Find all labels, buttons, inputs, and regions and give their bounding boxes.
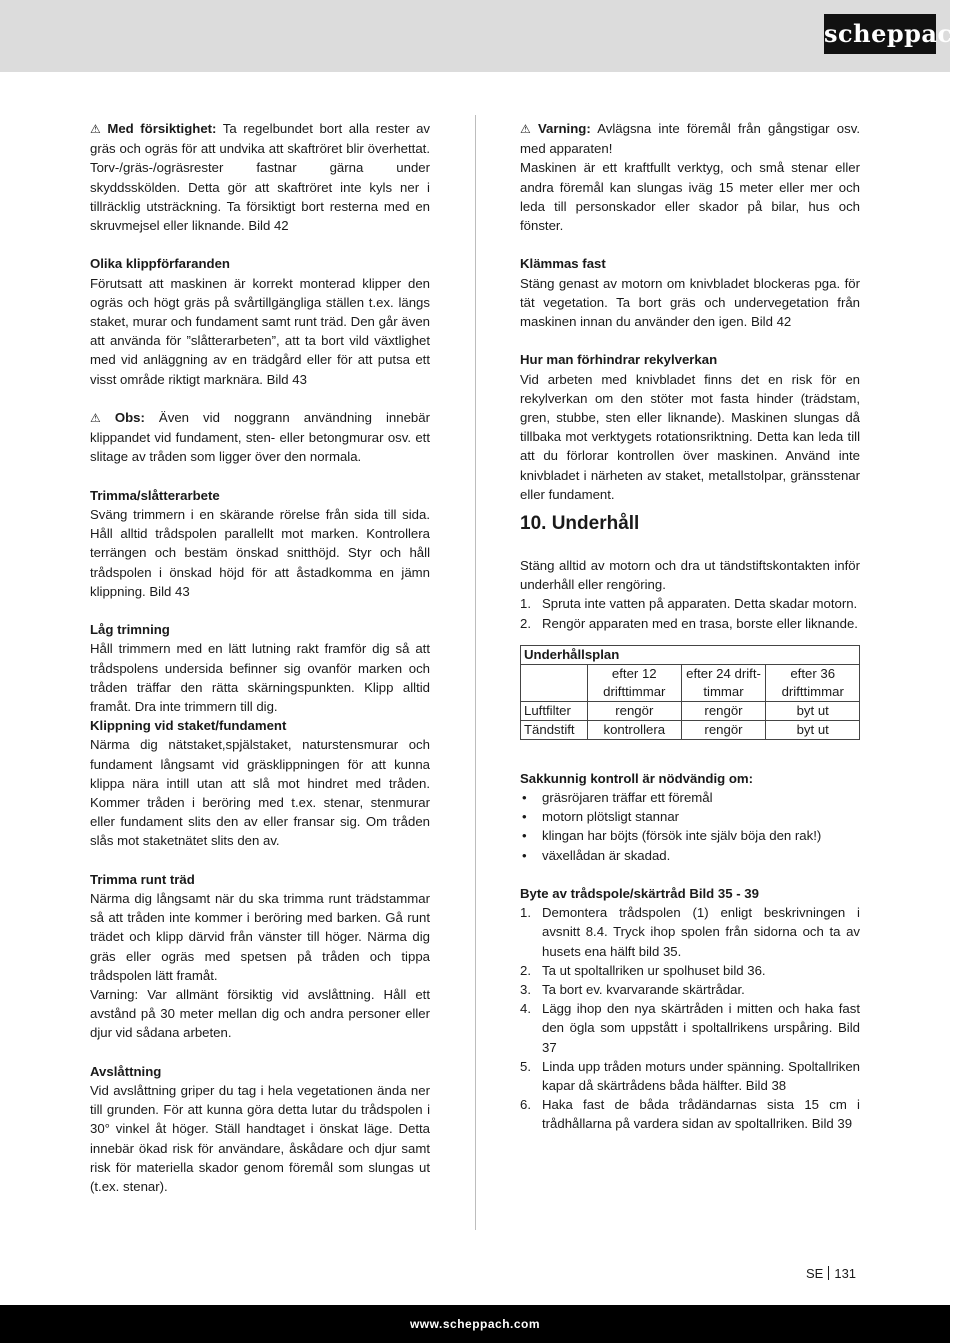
sakkunnig-list: [520, 788, 860, 865]
paragraph-olika: Förutsatt att maskinen är korrekt monterad klipper den ogräs och högt gräs på svårtillgängliga ställen t.ex. längs staket, murar och fundament samt runt träd. Den går även att använda för ”slåtterarbeten”, att ta bort vild växtlighet med vid anläggning av en trädgård eller för att putsa ett visst område riktigt marknära. Bild 43: [90, 275, 430, 387]
heading-avslattning: Avslåttning: [90, 1063, 162, 1079]
heading-runt-trad: Trimma runt träd: [90, 871, 195, 887]
list-item: 4. Lägg ihop den nya skärtråden i mitten och haka fast den ögla som uppstått i spoltallrikens urspåring. Bild 37: [520, 1001, 860, 1055]
list-item: • växellådan är skadad.: [522, 847, 671, 863]
warning-paragraph: [520, 119, 860, 158]
page-footer: [0, 1305, 950, 1343]
paragraph-underhall: Stäng alltid av motorn och dra ut tändstiftskontakten inför underhåll eller rengöring.: [520, 558, 860, 593]
list-item: • gräsröjaren träffar ett föremål: [522, 790, 713, 806]
warning-text: Avlägsna inte föremål från gångstigar osv. med apparaten!: [520, 121, 860, 157]
list-item: 6. Haka fast de båda trådändarnas sista 15 cm i trådhållarna på vardera sidan av spoltallriken. Bild 39: [520, 1097, 860, 1132]
warning-triangle-icon: ⚠: [90, 122, 101, 136]
obs-label: Obs:: [114, 410, 145, 426]
table-row: Tändstift kontrollera rengör byt ut: [521, 720, 860, 739]
heading-klammas: Klämmas fast: [520, 256, 606, 272]
warning-triangle-icon: ⚠: [90, 411, 101, 426]
heading-sakkunnig: Sakkunnig kontroll är nödvändig om:: [520, 770, 753, 786]
underhall-list: [520, 594, 860, 632]
heading-rekyl: Hur man förhindrar rekylverkan: [520, 352, 718, 368]
table-row: Luftfilter rengör rengör byt ut: [521, 701, 860, 720]
paragraph-klippning: Närma dig nätstaket,spjälstaket, naturstensmurar och fundament långsamt vid gräsklippningen för att kunna klippa nära intill utan att slå mot hindret med tråden. Kommer tråden i beröring med t.ex. stenar, stenmurar eller fundament slits den av eller fransar sig. Om tråden slås mot staketnätet slits den av.: [90, 737, 430, 849]
paragraph-avslattning: Vid avslåttning griper du tag i hela vegetationen ända ner till grunden. För att kunna göra detta lutar du trådspolen i 30° vinkel åt höger. Ställ handtaget i önskat läge. Detta innebär ökad risk för användare, åskådare och djur samt risk för materiella skador genom föremål som slungas ut (t.ex. stenar).: [90, 1083, 430, 1195]
scheppach-logo: scheppach: [824, 14, 936, 54]
paragraph-stones: Maskinen är ett kraftfullt verktyg, och små stenar eller andra föremål kan slungas iväg 15 meter eller mer och leda till personskador eller skador på bilar, hus och fönster.: [520, 160, 860, 234]
caution-paragraph: [90, 119, 430, 235]
page-number-value: 131: [834, 1266, 857, 1281]
heading-lag-trimning: Låg trimning: [90, 622, 170, 638]
heading-klippning: Klippning vid staket/fundament: [90, 718, 287, 734]
left-column: [90, 119, 430, 1196]
heading-trimma: Trimma/slåtterarbete: [90, 487, 220, 503]
page-header: [0, 0, 950, 72]
paragraph-trimma: Sväng trimmern i en skärande rörelse från sida till sida. Håll alltid trådspolen parallellt mot marken. Kontrollera terrängen och bestäm önskad snitthöjd. Styr och håll trådspolen i önskad höjd för att åstadkomma en jämn klippning. Bild 43: [90, 507, 430, 599]
list-item: • motorn plötsligt stannar: [522, 809, 680, 825]
paragraph-lag-trimning: Håll trimmern med en lätt lutning rakt framför dig så att trådspolens undersida befinner sig ovanför marken och tråden träffar den rätta skärningspunkten. Klipp alltid framåt. Dra inte trimmern till dig.: [90, 641, 430, 715]
warning-label: Varning:: [537, 121, 591, 136]
page-number: [806, 1265, 856, 1283]
paragraph-runt-trad-varning: Varning: Var allmänt försiktig vid avslåttning. Håll ett avstånd på 30 meter mellan dig och andra personer eller djur vid sådana arbeten.: [90, 987, 430, 1041]
right-column: [520, 119, 860, 1134]
list-item: 2. Ta ut spoltallriken ur spolhuset bild 36.: [520, 962, 766, 978]
section-title: 10. Underhåll: [520, 513, 640, 535]
byte-list: [520, 903, 860, 1133]
paragraph-runt-trad: Närma dig långsamt när du ska trimma runt trädstammar så att tråden inte kommer i beröring med barken. Gå runt trädet och klipp därvid från vänster till höger. Närma dig gräs eller ogräs med spetsen på tråden och tippa trådspolen lätt framåt.: [90, 891, 430, 983]
paragraph-rekyl: Vid arbeten med knivbladet finns det en risk för en rekylverkan om den stöter mot fasta hinder (trädstam, gren, stubbe, sten eller liknande). Maskinen slungas då tillbaka mot verktygets rotationsriktning. Detta kan leda till att du förlorar kontrollen över maskinen. Använd inte knivbladet i närheten av staket, metallstolpar, gränsstenar eller fundament.: [520, 371, 860, 502]
obs-text: Även vid noggrann användning innebär klippandet vid fundament, sten- eller betongmurar osv. ett slitage av tråden som ligger över den normala.: [90, 410, 430, 465]
warning-triangle-icon: ⚠: [520, 122, 531, 136]
list-item: 5. Linda upp tråden moturs under spänning. Spoltallriken kapar då skärtrådens båda hälfter. Bild 38: [520, 1058, 860, 1094]
list-item: 1. Spruta inte vatten på apparaten. Detta skadar motorn.: [520, 596, 858, 612]
paragraph-klammas: Stäng genast av motorn om knivbladet blockeras pga. för tät vegetation. Ta bort gräs och undervegetation från maskinen innan du använder den igen. Bild 42: [520, 275, 860, 330]
list-item: 3. Ta bort ev. kvarvarande skärtrådar.: [520, 982, 745, 998]
table-title: Underhållsplan: [521, 645, 860, 664]
heading-olika: Olika klippförfaranden: [90, 256, 230, 272]
website-url: www.scheppach.com: [409, 1317, 541, 1331]
caution-text: Ta regelbundet bort alla rester av gräs och ogräs för att undvika att skaftröret blir överhettat. Torv-/gräs-/ogräsrester fastnar gärna under skyddsskölden. Detta gör att skaftröret inte kyls ner i tillräcklig utsträckning. Ta försiktigt bort resterna med en skruvmejsel eller liknande. Bild 42: [90, 121, 430, 234]
list-item: 1. Demontera trådspolen (1) enligt beskrivningen i avsnitt 8.4. Tryck ihop spolen från sidorna och ta av husets ena hälft bild 35.: [520, 905, 860, 959]
obs-paragraph: [90, 408, 430, 467]
heading-byte: Byte av trådspole/skärtråd Bild 35 - 39: [520, 886, 759, 902]
maintenance-table: [520, 645, 860, 740]
language-code: SE: [806, 1266, 824, 1281]
table-header-row: efter 12 drifttimmar efter 24 drift-timmar efter 36 drifttimmar: [521, 664, 860, 701]
caution-label: Med försiktighet:: [107, 121, 217, 136]
column-divider: [475, 115, 476, 1230]
list-item: 2. Rengör apparaten med en trasa, borste eller liknande.: [520, 615, 858, 631]
list-item: • klingan har böjts (försök inte själv böja den rak!): [522, 828, 822, 844]
